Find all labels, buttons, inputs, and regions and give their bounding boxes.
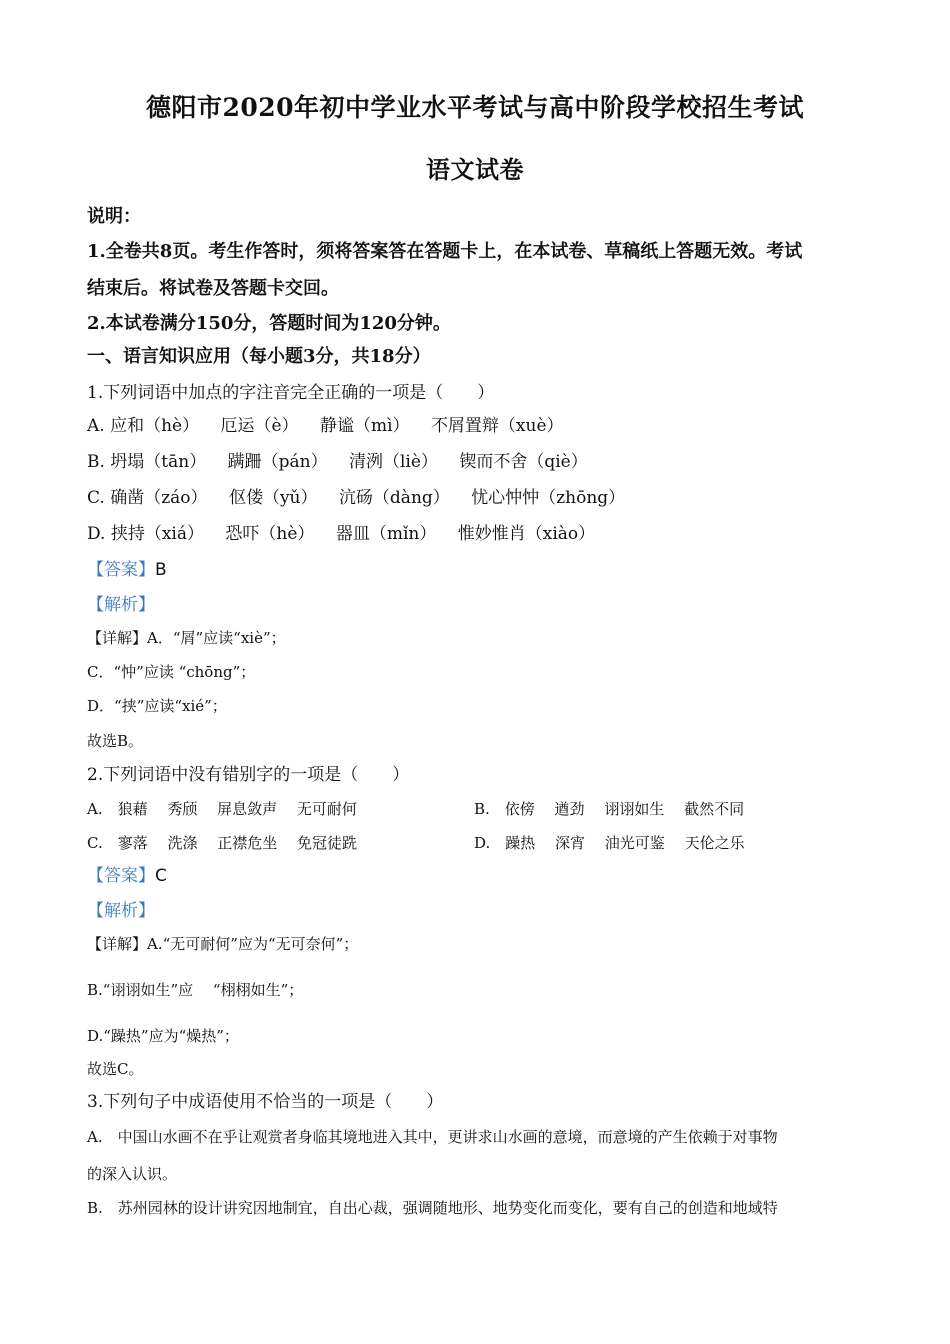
- q1-a-word-4: 不屑置辩（xuè）: [430, 416, 564, 436]
- q2-answer-value: C: [155, 866, 167, 886]
- q2-answer: [87, 864, 167, 888]
- q2-stem: 2.下列词语中没有错别字的一项是（ ）: [87, 765, 410, 785]
- q2-detail-3: D.“躁热”应为“燥热”；: [87, 1027, 239, 1045]
- q1-d-word-2: 恐吓（hè）: [225, 524, 315, 544]
- q1-option-c: [87, 486, 641, 510]
- q1-option-b: [87, 450, 604, 474]
- notes-heading: 说明：: [87, 206, 141, 227]
- q1-c-word-4: 忧心忡忡（zhōng）: [471, 488, 626, 508]
- q1-a-word-3: 静谧（mì）: [319, 416, 410, 436]
- q1-answer-value: B: [155, 560, 167, 580]
- q1-c-word-1: C. 确凿（záo）: [87, 488, 208, 508]
- q2-option-d: D. 躁热 深宵 油光可鉴 天伦之乐: [474, 834, 745, 852]
- q1-b-word-1: B. 坍塌（tān）: [87, 452, 207, 472]
- note-2: 2.本试卷满分150分，答题时间为120分钟。: [87, 313, 451, 334]
- q2-answer-label: 【答案】: [87, 866, 155, 886]
- note-1-line-2: 结束后。将试卷及答题卡交回。: [87, 278, 339, 299]
- note-1-line-1: 1.全卷共8页。考生作答时，须将答案答在答题卡上，在本试卷、草稿纸上答题无效。考试: [87, 241, 803, 262]
- q1-option-d: [87, 522, 611, 546]
- exam-subtitle: 语文试卷: [426, 155, 524, 184]
- q1-b-word-3: 清洌（liè）: [349, 452, 438, 472]
- q2-detail-1: 【详解】A.“无可耐何”应为“无可奈何”；: [87, 935, 359, 953]
- q1-d-word-4: 惟妙惟肖（xiào）: [457, 524, 596, 544]
- q2-option-c: C. 寥落 洗涤 正襟危坐 免冠徒跣: [87, 834, 358, 852]
- q1-detail-2: C．“忡”应读 “chōng”；: [87, 663, 256, 681]
- q1-detail-1: 【详解】A．“屑”应读“xiè”；: [87, 629, 286, 647]
- q3-option-a-line-2: 的深入认识。: [87, 1165, 178, 1183]
- q2-option-b: B. 依傍 遒劲 诩诩如生 截然不同: [474, 800, 745, 818]
- q2-analysis-label: 【解析】: [87, 901, 155, 921]
- q1-a-word-2: 厄运（è）: [220, 416, 299, 436]
- q1-b-word-2: 蹒跚（pán）: [227, 452, 328, 472]
- q2-conclusion: 故选C。: [87, 1060, 144, 1078]
- q1-d-word-3: 器皿（mǐn）: [335, 524, 437, 544]
- q3-option-a-line-1: A. 中国山水画不在乎让观赏者身临其境地进入其中，更讲求山水画的意境，而意境的产生依赖于对事物: [87, 1128, 778, 1146]
- q1-analysis-label: 【解析】: [87, 595, 155, 615]
- q3-stem: 3.下列句子中成语使用不恰当的一项是（ ）: [87, 1092, 444, 1112]
- q1-detail-3: D．“挟”应读“xié”；: [87, 697, 227, 715]
- q1-stem: 1.下列词语中加点的字注音完全正确的一项是（ ）: [87, 383, 495, 403]
- exam-title: 德阳市2020年初中学业水平考试与高中阶段学校招生考试: [145, 93, 805, 122]
- q2-option-a: A. 狼藉 秀颀 屏息敛声 无可耐何: [87, 800, 357, 818]
- q1-answer-label: 【答案】: [87, 560, 155, 580]
- q1-d-word-1: D. 挟持（xiá）: [87, 524, 204, 544]
- q1-option-a: [87, 414, 580, 438]
- q1-answer: [87, 558, 167, 582]
- q1-b-word-4: 锲而不舍（qiè）: [459, 452, 588, 472]
- q3-option-b-line-1: B. 苏州园林的设计讲究因地制宜，自出心裁，强调随地形、地势变化而变化，要有自己的创造和地域特: [87, 1199, 778, 1217]
- section-1-heading: 一、语言知识应用（每小题3分，共18分）: [87, 346, 431, 367]
- q1-a-word-1: A. 应和（hè）: [87, 416, 200, 436]
- q1-c-word-2: 伛偻（yǔ）: [228, 488, 318, 508]
- q1-c-word-3: 沆砀（dàng）: [338, 488, 450, 508]
- q2-detail-2: B.“诩诩如生”应 “栩栩如生”；: [87, 981, 304, 999]
- q1-conclusion: 故选B。: [87, 732, 144, 750]
